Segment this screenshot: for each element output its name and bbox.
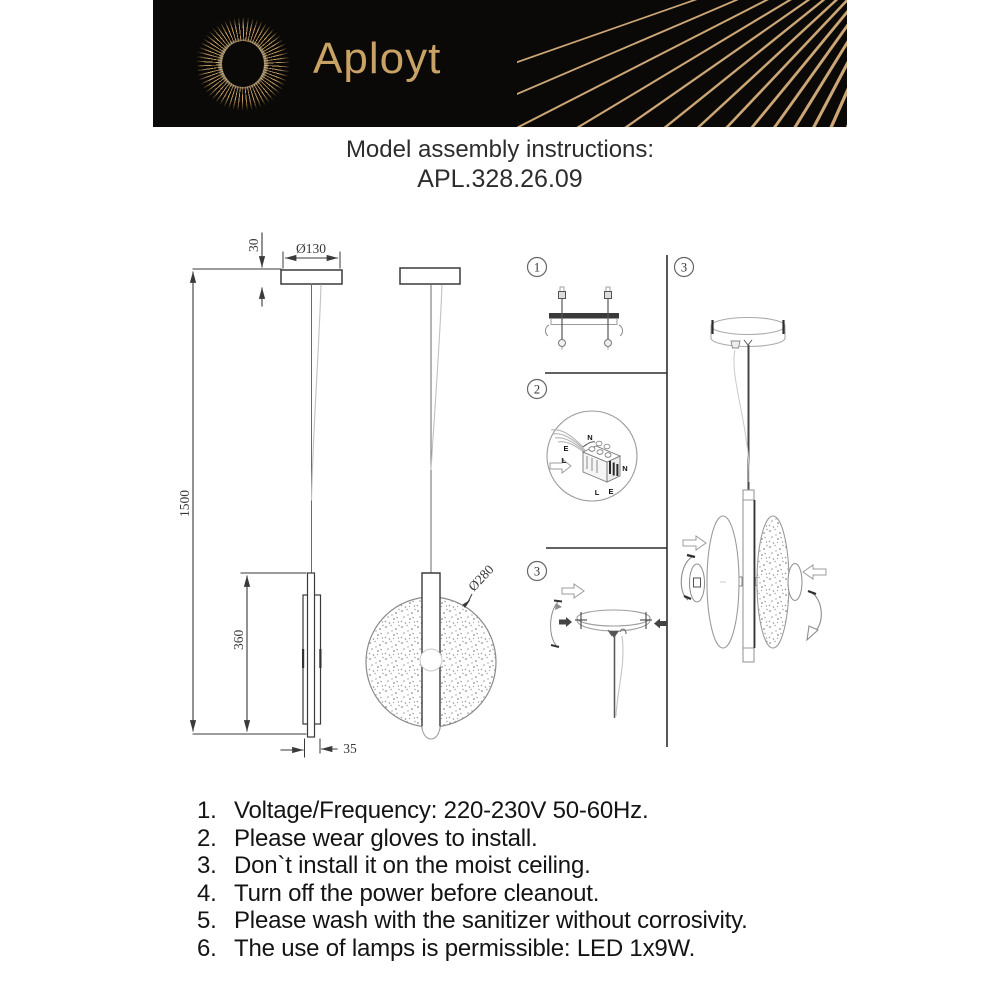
step-2-number: 2 <box>533 382 541 397</box>
step-3-number-right: 3 <box>680 260 688 275</box>
instruction-list <box>197 797 887 962</box>
step-2-diagram <box>528 380 638 502</box>
dim-fixture-thickness: 35 <box>343 741 357 756</box>
push-arrow-icon <box>562 584 584 598</box>
push-arrow-icon <box>803 565 826 579</box>
dim-canopy-thickness: 30 <box>246 238 261 252</box>
step-1-diagram <box>528 258 623 350</box>
side-view-drawing <box>177 233 357 757</box>
item-number: 3. <box>197 852 217 879</box>
step-1-number: 1 <box>533 260 541 275</box>
item-text: Turn off the power before cleanout. <box>234 879 600 907</box>
item-text: Voltage/Frequency: 220-230V 50-60Hz. <box>234 797 649 824</box>
item-text: Don`t install it on the moist ceiling. <box>234 852 591 879</box>
wire-label-l-bottom: L <box>594 488 600 497</box>
page-title: Model assembly instructions: <box>345 136 655 163</box>
item-text: The use of lamps is permissible: LED 1x9W. <box>234 934 696 962</box>
wire-label-n-right: N <box>622 464 628 473</box>
instruction-item <box>197 797 887 825</box>
instruction-item <box>197 880 887 908</box>
item-number: 4. <box>197 879 217 907</box>
wire-label-e-left: E <box>563 444 569 453</box>
item-text: Please wash with the sanitizer without corrosivity. <box>234 907 748 934</box>
panel-dividers <box>545 255 667 747</box>
wire-label-n-top: N <box>587 433 593 442</box>
wire-label-e-bottom: E <box>608 487 614 496</box>
step-3-diagram <box>528 562 668 719</box>
dim-shade-diameter: Ø280 <box>465 561 497 595</box>
item-number: 2. <box>197 824 217 852</box>
wire-label-l-left: L <box>561 456 567 465</box>
push-arrow-icon <box>683 536 706 550</box>
canopy-screw <box>559 617 572 627</box>
instruction-item <box>197 907 887 935</box>
step-3-exploded-view <box>675 258 827 663</box>
canopy-screw <box>654 619 667 629</box>
front-view-drawing <box>366 268 497 739</box>
step-3-number: 3 <box>533 564 541 579</box>
dim-overall-height: 1500 <box>177 490 192 517</box>
item-number: 5. <box>197 907 217 934</box>
instruction-item <box>197 852 887 880</box>
brand-name: Aployt <box>313 34 442 83</box>
instruction-item <box>197 935 887 963</box>
model-number: APL.328.26.09 <box>417 165 583 193</box>
instruction-item <box>197 825 887 853</box>
dim-canopy-diameter: Ø130 <box>296 241 326 256</box>
item-number: 1. <box>197 797 217 824</box>
item-text: Please wear gloves to install. <box>234 824 538 852</box>
dim-fixture-height: 360 <box>231 629 246 650</box>
item-number: 6. <box>197 934 217 962</box>
